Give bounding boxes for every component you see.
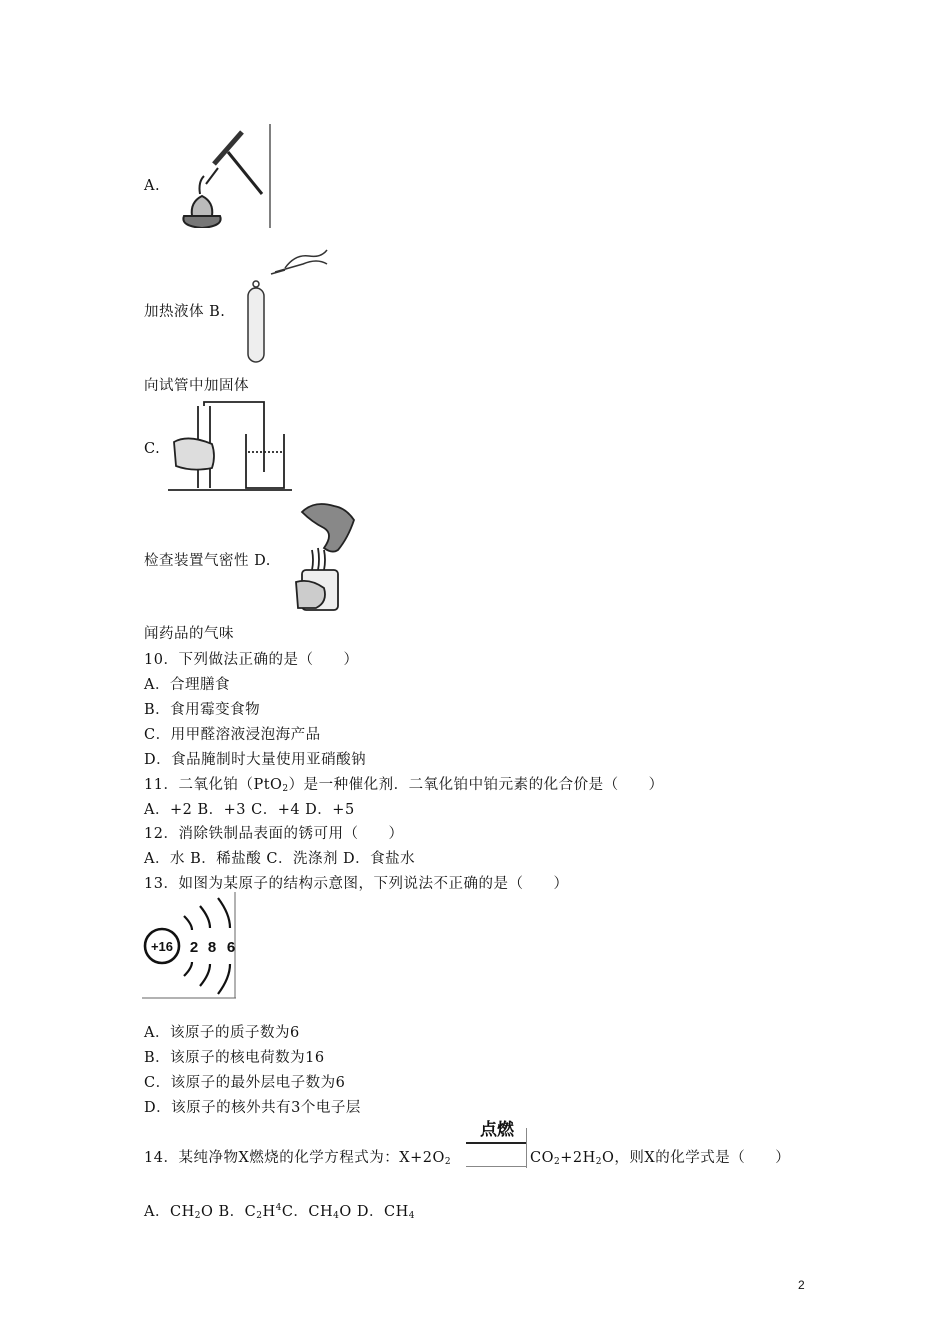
shell-1-arc-bottom (184, 962, 192, 976)
option-c-label: C. (144, 441, 161, 457)
question-14-stem-prefix: 14．某纯净物X燃烧的化学方程式为：$X+2O_2$ (144, 1150, 452, 1167)
question-10-option-a: A．合理膳食 (144, 677, 230, 693)
atom-structure-diagram (142, 892, 238, 1000)
shell-3-electrons: 6 (226, 939, 236, 956)
question-10-option-c: C．用甲醛溶液浸泡海产品 (144, 727, 321, 743)
adding-solid-to-tube-figure (245, 248, 329, 366)
shell-2-electrons: 8 (207, 939, 217, 956)
question-13-option-a: A．该原子的质子数为6 (144, 1025, 300, 1041)
question-13-option-b: B．该原子的核电荷数为16 (144, 1050, 325, 1066)
question-13-stem: 13．如图为某原子的结构示意图，下列说法不正确的是（ ） (144, 876, 569, 892)
option-a-label: A. (144, 178, 161, 194)
shell-1-electrons: 2 (189, 939, 199, 956)
question-14-options: A．$CH_2O$ B．$C_2H^4C$．$CH_4O$ D．$CH_4$ (144, 1203, 416, 1221)
question-11-stem: 11．二氧化铂（PtO$_2$）是一种催化剂．二氧化铂中铂元素的化合价是（ ） (144, 777, 664, 794)
question-10-option-b: B．食用霉变食物 (144, 702, 261, 718)
shell-1-arc-top (184, 916, 192, 930)
heating-liquid-figure (170, 124, 274, 228)
option-a-caption-b-label: 加热液体 B. (144, 304, 226, 320)
shell-2-arc-bottom (200, 964, 210, 986)
option-b-caption: 向试管中加固体 (144, 378, 249, 394)
smelling-chemical-figure (294, 498, 366, 612)
shell-3-arc-bottom (218, 964, 230, 994)
question-13-option-d: D．该原子的核外共有3个电子层 (144, 1100, 361, 1116)
question-14-stem-suffix: $CO_2+2H_2O$，则X的化学式是（ ） (530, 1150, 791, 1167)
question-10-option-d: D．食品腌制时大量使用亚硝酸钠 (144, 752, 367, 768)
reaction-condition-box (466, 1120, 528, 1168)
reaction-arrow-line (466, 1142, 526, 1144)
nucleus-charge: +16 (150, 939, 174, 954)
option-d-caption: 闻药品的气味 (144, 626, 234, 642)
reaction-condition: 点燃 (480, 1120, 514, 1140)
question-12-stem: 12．消除铁制品表面的锈可用（ ） (144, 826, 404, 842)
question-12-options: A．水 B．稀盐酸 C．洗涤剂 D．食盐水 (144, 851, 416, 867)
question-11-options: A．+2 B．+3 C．+4 D．+5 (144, 802, 355, 818)
option-c-caption-d-label: 检查装置气密性 D. (144, 553, 271, 569)
page-number: 2 (798, 1278, 805, 1292)
airtightness-check-figure (168, 398, 292, 492)
shell-2-arc-top (200, 906, 210, 928)
question-10-stem: 10．下列做法正确的是（ ） (144, 652, 359, 668)
question-13-option-c: C．该原子的最外层电子数为6 (144, 1075, 346, 1091)
shell-3-arc-top (218, 898, 230, 928)
